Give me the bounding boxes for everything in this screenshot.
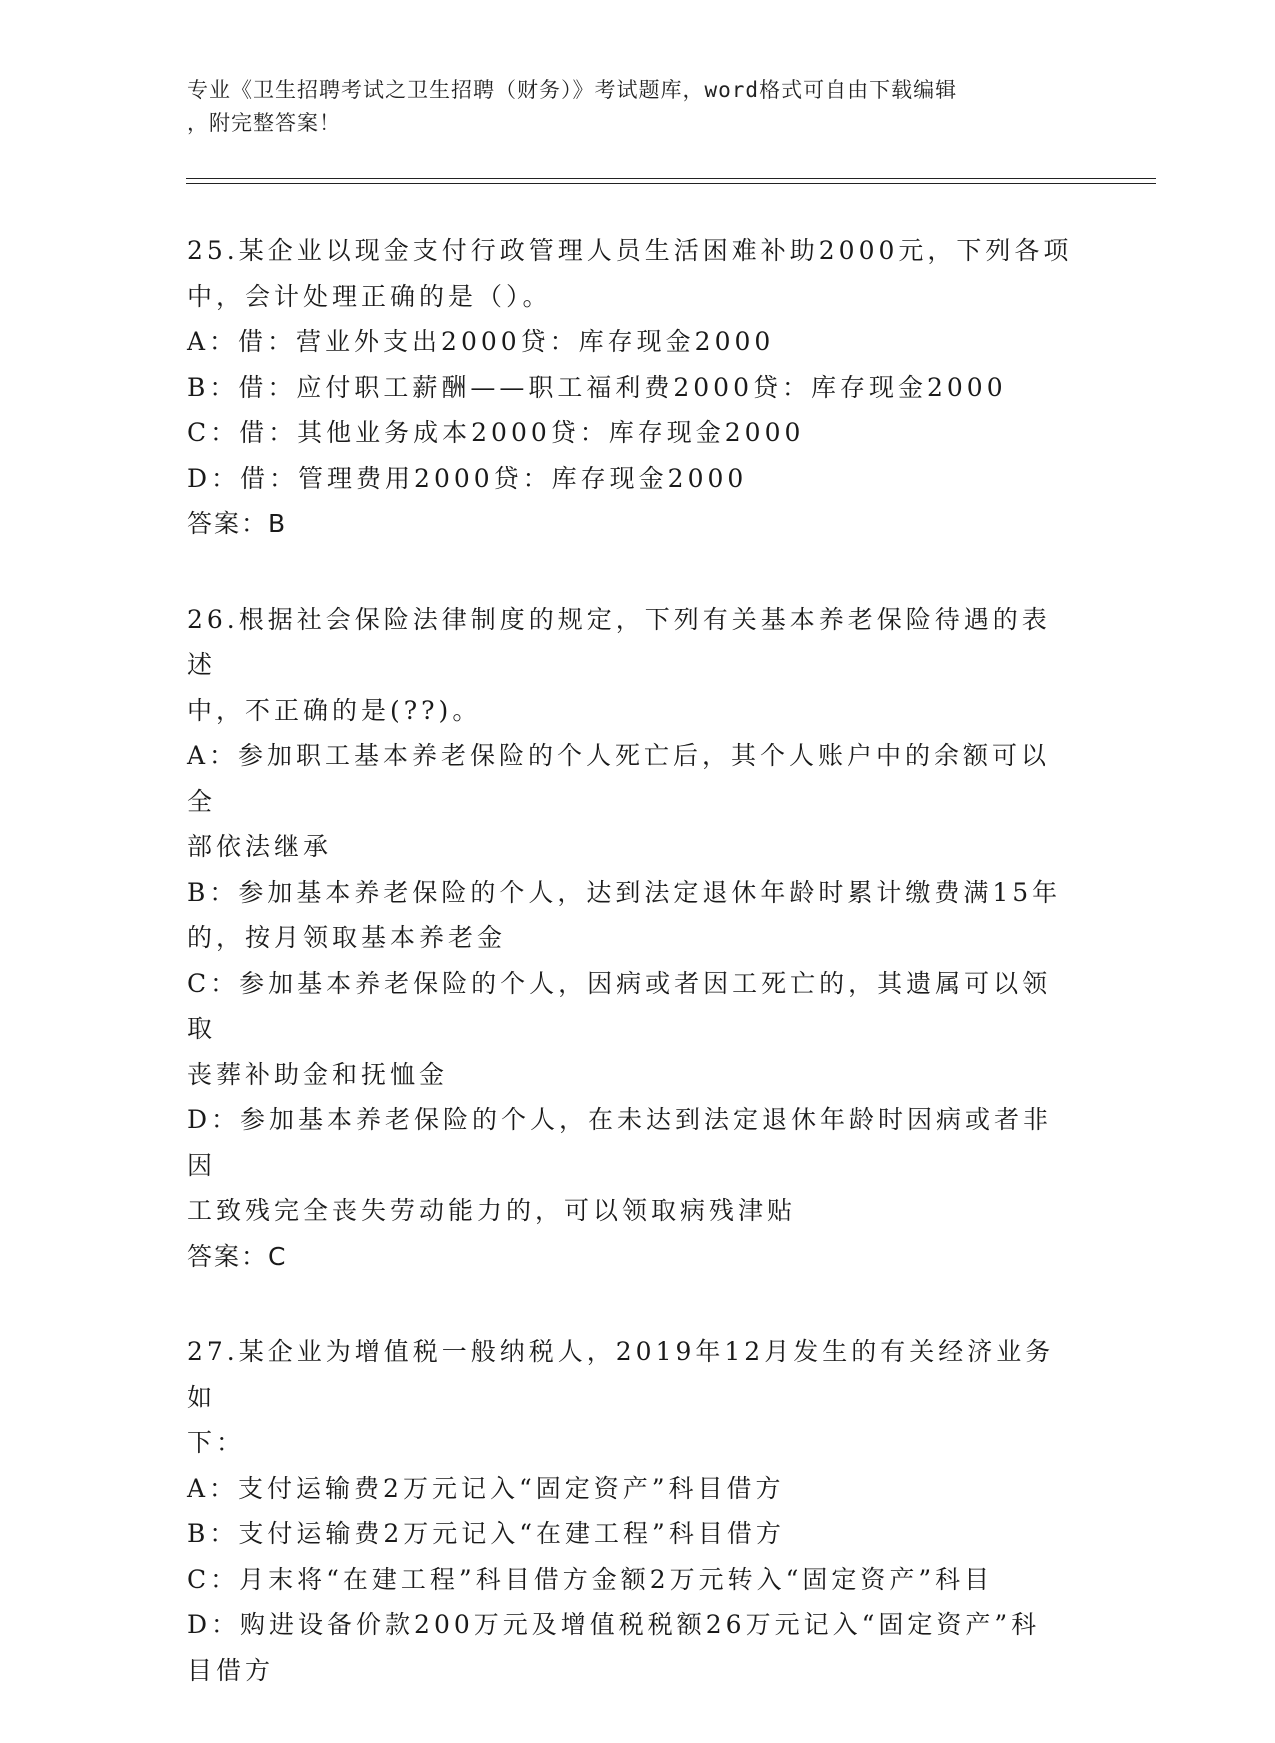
option-d-continued: 工致残完全丧失劳动能力的，可以领取病残津贴 bbox=[187, 1196, 797, 1225]
question-27 bbox=[187, 1329, 1077, 1693]
option-a-continued: 部依法继承 bbox=[187, 832, 333, 861]
option-d: D：借：管理费用2000贷：库存现金2000 bbox=[187, 463, 748, 493]
header-divider-top bbox=[186, 178, 1156, 179]
answer-label: 答案：B bbox=[187, 509, 288, 538]
document-header bbox=[187, 74, 1067, 140]
header-text-line-1: 专业《卫生招聘考试之卫生招聘（财务）》考试题库，word格式可自由下载编辑 bbox=[187, 78, 958, 102]
option-a: A：参加职工基本养老保险的个人死亡后，其个人账户中的余额可以全 bbox=[187, 741, 1051, 816]
question-stem-line: 中，不正确的是(??)。 bbox=[187, 695, 482, 725]
question-25 bbox=[187, 228, 1077, 547]
option-b-continued: 的，按月领取基本养老金 bbox=[187, 923, 507, 952]
option-d: D：购进设备价款200万元及增值税税额26万元记入“固定资产”科 bbox=[187, 1610, 1041, 1639]
answer-label: 答案：C bbox=[187, 1241, 288, 1271]
question-stem-line: 27.某企业为增值税一般纳税人，2019年12月发生的有关经济业务如 bbox=[187, 1337, 1055, 1412]
question-stem-line: 下： bbox=[187, 1428, 246, 1457]
option-a: A：支付运输费2万元记入“固定资产”科目借方 bbox=[187, 1473, 785, 1503]
header-divider-bottom bbox=[186, 183, 1156, 184]
option-c: C：参加基本养老保险的个人，因病或者因工死亡的，其遗属可以领取 bbox=[187, 968, 1052, 1043]
option-d-continued: 目借方 bbox=[187, 1655, 275, 1685]
question-stem-line: 26.根据社会保险法律制度的规定，下列有关基本养老保险待遇的表述 bbox=[187, 604, 1051, 679]
question-stem-line: 中，会计处理正确的是（）。 bbox=[187, 281, 552, 311]
question-list bbox=[187, 228, 1077, 1743]
option-a: A：借：营业外支出2000贷：库存现金2000 bbox=[187, 327, 775, 356]
option-c: C：月末将“在建工程”科目借方金额2万元转入“固定资产”科目 bbox=[187, 1564, 994, 1594]
question-26 bbox=[187, 597, 1077, 1280]
option-b: B：支付运输费2万元记入“在建工程”科目借方 bbox=[187, 1519, 785, 1548]
option-c: C：借：其他业务成本2000贷：库存现金2000 bbox=[187, 418, 805, 447]
question-stem-line: 25.某企业以现金支付行政管理人员生活困难补助2000元，下列各项 bbox=[187, 236, 1073, 265]
option-b: B：参加基本养老保险的个人，达到法定退休年龄时累计缴费满15年 bbox=[187, 877, 1062, 907]
header-text-line-2: ，附完整答案！ bbox=[187, 111, 341, 135]
option-c-continued: 丧葬补助金和抚恤金 bbox=[187, 1059, 449, 1089]
option-b: B：借：应付职工薪酬——职工福利费2000贷：库存现金2000 bbox=[187, 372, 1007, 402]
option-d: D：参加基本养老保险的个人，在未达到法定退休年龄时因病或者非因 bbox=[187, 1105, 1053, 1180]
